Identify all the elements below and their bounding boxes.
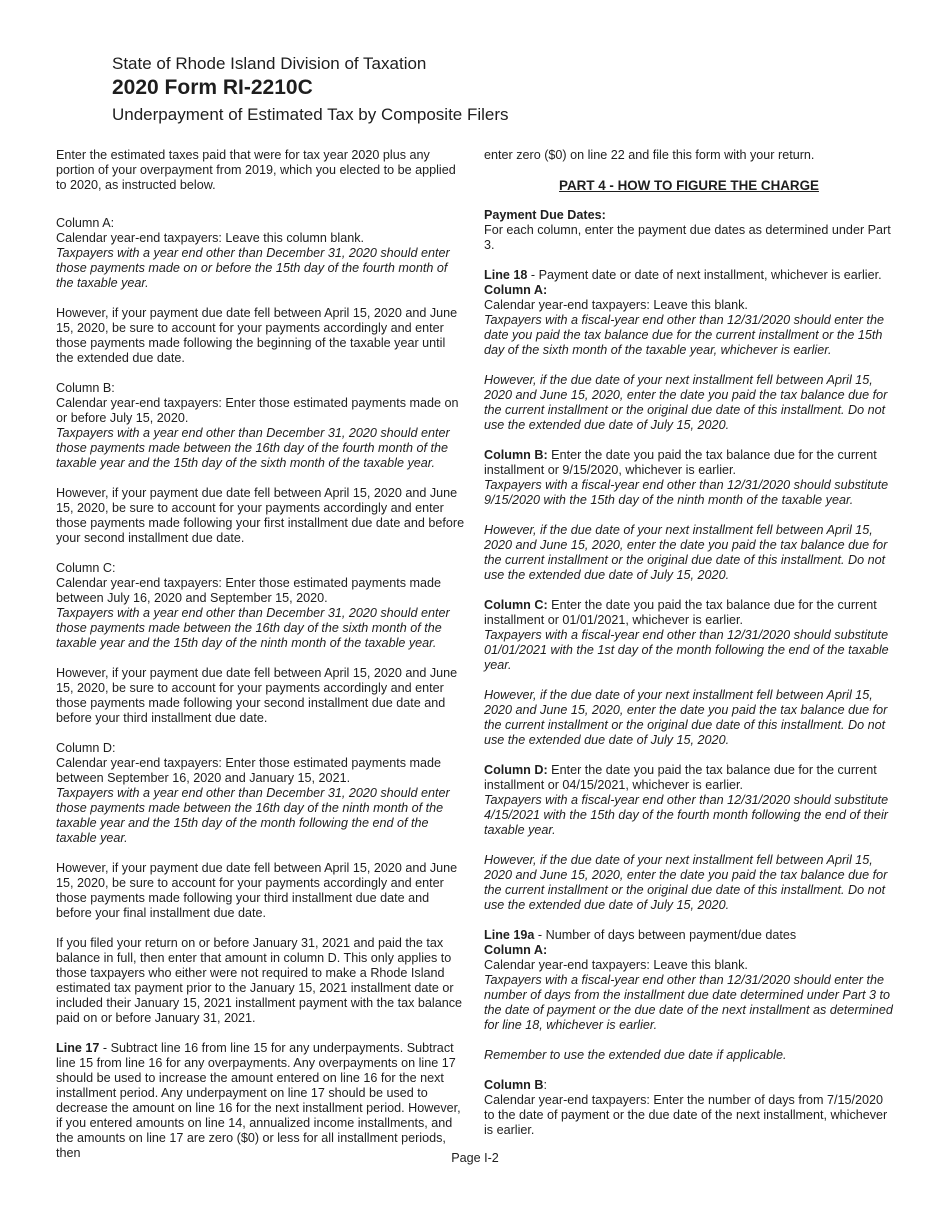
- column-c-heading: Column C:: [56, 561, 116, 575]
- column-d-however: However, if your payment due date fell between April 15, 2020 and June 15, 2020, be sure to account for your payments accordingly and enter those payments made following your third installment due date and before your final installment due date.: [56, 861, 458, 920]
- column-a-heading: Column A:: [56, 216, 115, 230]
- form-header: [112, 54, 509, 125]
- line-19a-column-b-heading: [484, 1078, 894, 1093]
- line-18-column-a-heading: Column A:: [484, 283, 548, 297]
- column-b-text: Calendar year-end taxpayers: Enter those estimated payments made on or before July 15, 2020.: [56, 396, 459, 425]
- column-a-however: However, if your payment due date fell between April 15, 2020 and June 15, 2020, be sure to account for your payments accordingly and enter those payments made following the beginning of the taxable year until the extended due date.: [56, 306, 458, 365]
- column-b-fiscal-note: Taxpayers with a year end other than December 31, 2020 should enter those payments made between the 16th day of the fourth month of the taxable year and the 15th day of the sixth month of the taxable year.: [56, 426, 450, 470]
- line-18-column-c-label: Column C:: [484, 598, 548, 612]
- line-18-however-1: However, if the due date of your next installment fell between April 15, 2020 and June 15, 2020, enter the date you paid the tax balance due for the current installment or the original due date of this installment. Do not use the extended due date of July 15, 2020.: [484, 373, 888, 432]
- part-4-title: PART 4 - HOW TO FIGURE THE CHARGE: [559, 178, 819, 193]
- line-19a-column-b-label: Column B: [484, 1078, 544, 1092]
- line-18-column-d-fiscal-note: Taxpayers with a fiscal-year end other than 12/31/2020 should substitute 4/15/2021 with the 15th day of the fourth month following the end of their taxable year.: [484, 793, 889, 837]
- line-19a-text: - Number of days between payment/due dates: [534, 928, 797, 942]
- column-b-heading: Column B:: [56, 381, 115, 395]
- column-d-text: Calendar year-end taxpayers: Enter those estimated payments made between September 16, 2020 and January 15, 2021.: [56, 756, 442, 785]
- right-column: [484, 148, 894, 1138]
- payment-due-dates-text: For each column, enter the payment due dates as determined under Part 3.: [484, 223, 891, 252]
- form-title: 2020 Form RI-2210C: [112, 76, 313, 99]
- left-column: [56, 148, 466, 1161]
- continued-text: enter zero ($0) on line 22 and file this form with your return.: [484, 148, 815, 162]
- line-18-column-d-label: Column D:: [484, 763, 548, 777]
- line-18-column-b-paragraph: [484, 448, 894, 478]
- line-18-however-2: However, if the due date of your next installment fell between April 15, 2020 and June 15, 2020, enter the date you paid the tax balance due for the current installment or the original due date of this installment. Do not use the extended due date of July 15, 2020.: [484, 523, 888, 582]
- line-18-column-b-label: Column B:: [484, 448, 548, 462]
- line-18-column-c-fiscal-note: Taxpayers with a fiscal-year end other than 12/31/2020 should substitute 01/01/2021 with the 1st day of the month following the end of the taxable year.: [484, 628, 889, 672]
- column-d-fiscal-note: Taxpayers with a year end other than December 31, 2020 should enter those payments made between the 16th day of the ninth month of the taxable year and the 15th day of the month following the end of the taxable year.: [56, 786, 450, 845]
- line-17-paragraph: [56, 1041, 466, 1161]
- line-17-label: Line 17: [56, 1041, 100, 1055]
- line-18-column-c-text: Enter the date you paid the tax balance due for the current installment or 01/01/2021, whichever is earlier.: [484, 598, 877, 627]
- agency-name: State of Rhode Island Division of Taxation: [112, 54, 427, 73]
- column-c-fiscal-note: Taxpayers with a year end other than December 31, 2020 should enter those payments made between the 16th day of the sixth month of the taxable year and the 15th day of the ninth month of the taxable year.: [56, 606, 450, 650]
- line-19a-column-a-heading: Column A:: [484, 943, 548, 957]
- line-19a-column-a-text: Calendar year-end taxpayers: Leave this blank.: [484, 958, 748, 972]
- remember-note: Remember to use the extended due date if applicable.: [484, 1048, 787, 1062]
- column-a-fiscal-note: Taxpayers with a year end other than December 31, 2020 should enter those payments made on or before the 15th day of the fourth month of the taxable year.: [56, 246, 450, 290]
- filed-return-note: If you filed your return on or before January 31, 2021 and paid the tax balance in full, then enter that amount in column D. This only applies to those taxpayers who either were not required to make a Rhode Island estimated tax payment prior to the January 15, 2021 installment date or included their January 15, 2021 installment payment with the tax balance paid on or before January 31, 2021.: [56, 936, 463, 1025]
- line-19a-column-b-text: Calendar year-end taxpayers: Enter the number of days from 7/15/2020 to the date of payment or the due date of the next installment, whichever is earlier.: [484, 1093, 888, 1137]
- column-a-text: Calendar year-end taxpayers: Leave this column blank.: [56, 231, 365, 245]
- line-19a-column-a-fiscal-note: Taxpayers with a fiscal-year end other than 12/31/2020 should enter the number of days from the installment due date determined under Part 3 to the date of payment or the due date of the next installment as determined for line 18, whichever is earlier.: [484, 973, 893, 1032]
- line-18-column-b-fiscal-note: Taxpayers with a fiscal-year end other than 12/31/2020 should substitute 9/15/2020 with the 15th day of the ninth month of the taxable year.: [484, 478, 889, 507]
- line-18-text: - Payment date or date of next installment, whichever is earlier.: [527, 268, 882, 282]
- line-18-however-3: However, if the due date of your next installment fell between April 15, 2020 and June 15, 2020, enter the date you paid the tax balance due for the current installment or the original due date of this installment. Do not use the extended due date of July 15, 2020.: [484, 688, 888, 747]
- line-17-text: - Subtract line 16 from line 15 for any underpayments. Subtract line 15 from line 16 for any overpayments. Any overpayments on line 17 should be used to increase the amount entered on line 16 for the next installment period. Any underpayment on line 17 should be used to decrease the amount on line 16 for the next installment period. However, if you entered amounts on line 14, annualized income installments, and the amounts on line 17 are zero ($0) or less for all installment periods, then: [56, 1041, 461, 1160]
- line-18-column-b-text: Enter the date you paid the tax balance due for the current installment or 9/15/2020, whichever is earlier.: [484, 448, 877, 477]
- line-19a-label: Line 19a: [484, 928, 535, 942]
- line-18-paragraph: [484, 268, 894, 283]
- line-18-column-d-paragraph: [484, 763, 894, 793]
- line-18-however-4: However, if the due date of your next installment fell between April 15, 2020 and June 15, 2020, enter the date you paid the tax balance due for the current installment or the original due date of this installment. Do not use the extended due date of July 15, 2020.: [484, 853, 888, 912]
- line-19a-column-b-colon: :: [543, 1078, 547, 1092]
- column-c-text: Calendar year-end taxpayers: Enter those estimated payments made between July 16, 2020 and September 15, 2020.: [56, 576, 442, 605]
- line-18-label: Line 18: [484, 268, 528, 282]
- column-c-however: However, if your payment due date fell between April 15, 2020 and June 15, 2020, be sure to account for your payments accordingly and enter those payments made following your second installment due date and before your third installment due date.: [56, 666, 458, 725]
- column-b-however: However, if your payment due date fell between April 15, 2020 and June 15, 2020, be sure to account for your payments accordingly and enter those payments made following your first installment due date and before your second installment due date.: [56, 486, 465, 545]
- line-18-column-c-paragraph: [484, 598, 894, 628]
- line-18-column-d-text: Enter the date you paid the tax balance due for the current installment or 04/15/2021, whichever is earlier.: [484, 763, 877, 792]
- column-d-heading: Column D:: [56, 741, 116, 755]
- page-number: Page I-2: [451, 1151, 499, 1165]
- line-18-column-a-fiscal-note: Taxpayers with a fiscal-year end other than 12/31/2020 should enter the date you paid the tax balance due for the current installment or the 15th day of the sixth month of the taxable year, whichever is earlier.: [484, 313, 884, 357]
- form-subtitle: Underpayment of Estimated Tax by Composite Filers: [112, 105, 509, 124]
- line-18-column-a-text: Calendar year-end taxpayers: Leave this blank.: [484, 298, 748, 312]
- intro-paragraph: Enter the estimated taxes paid that were for tax year 2020 plus any portion of your overpayment from 2019, which you elected to be applied to 2020, as instructed below.: [56, 148, 456, 192]
- payment-due-dates-heading: Payment Due Dates:: [484, 208, 606, 222]
- line-19a-paragraph: [484, 928, 894, 943]
